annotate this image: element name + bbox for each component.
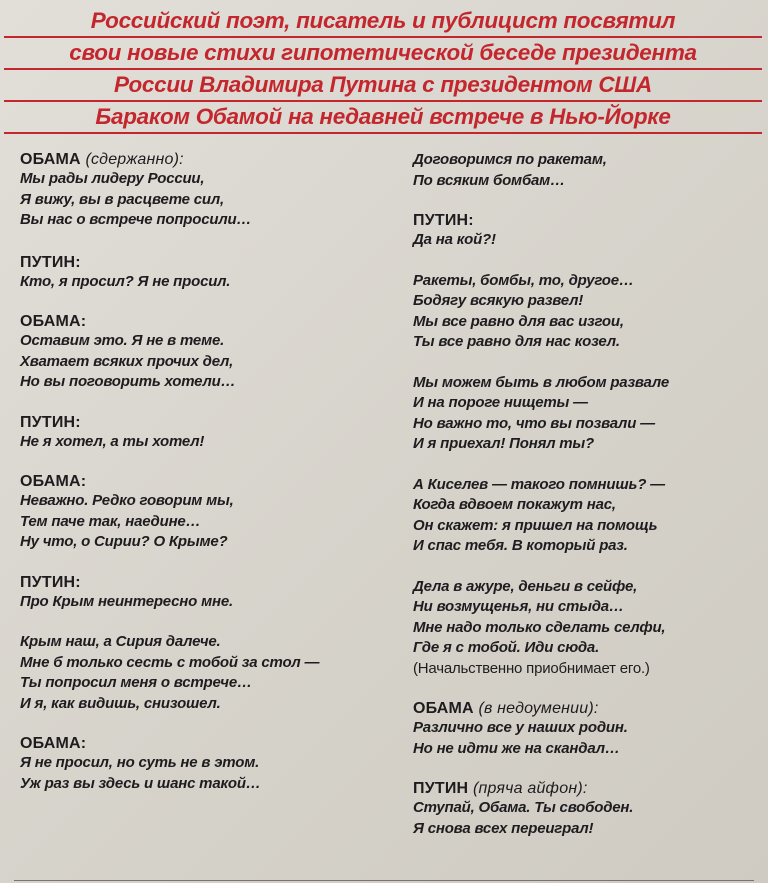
stage-note: (пряча айфон): (472, 780, 588, 797)
headline-line: свои новые стихи гипотетической беседе президента (4, 38, 762, 70)
verse-line: Где я с тобой. Иди сюда. (413, 639, 600, 656)
stanza-putin-6 (413, 271, 763, 353)
stage-note: (сдержанно): (85, 151, 184, 168)
verse-line: И я приехал! Понял ты? (413, 435, 595, 452)
verse-line: Ни возмущенья, ни стыда… (413, 598, 624, 615)
verse-line: Но важно то, что вы позвали — (413, 414, 655, 432)
verse-line: Кто, я просил? Я не просил. (20, 272, 231, 290)
verse-line: Ступай, Обама. Ты свободен. (413, 799, 634, 816)
verse-line: И на пороге нищеты — (413, 394, 588, 411)
speaker-obama: ОБАМА: (20, 473, 87, 490)
verse-line: Да на кой?! (413, 231, 496, 248)
verse-line: Оставим это. Я не в теме. (20, 332, 225, 349)
stanza-obama-6 (413, 699, 763, 759)
stanza-putin-8 (413, 475, 763, 557)
verse-line: Дела в ажуре, деньги в сейфе, (413, 577, 638, 595)
verse-line: Мы рады лидеру России, (20, 170, 205, 187)
headline-line: Бараком Обамой на недавней встрече в Нью-Йорке (4, 102, 762, 134)
headline (4, 6, 762, 134)
speaker-putin: ПУТИН: (20, 413, 81, 431)
verse-line: Про Крым неинтересно мне. (20, 592, 233, 610)
verse-line: Уж раз вы здесь и шанс такой… (20, 774, 261, 792)
verse-line: Я не просил, но суть не в этом. (20, 754, 260, 771)
headline-line: России Владимира Путина с президентом США (4, 70, 762, 102)
verse-line: Но не идти же на скандал… (413, 739, 620, 757)
bottom-divider (14, 880, 754, 881)
stanza-obama-4 (20, 734, 390, 794)
verse-line: Хватает всяких прочих дел, (20, 352, 234, 370)
verse-line: Мне б только сесть с тобой за стол — (20, 653, 320, 671)
speaker-obama: ОБАМА: (20, 313, 87, 330)
speaker-obama: ОБАМА (сдержанно): (20, 151, 184, 168)
verse-line: И спас тебя. В который раз. (413, 537, 628, 554)
verse-line: Тем паче так, наедине… (20, 512, 201, 530)
verse-line: Договоримся по ракетам, (413, 151, 607, 168)
speaker-putin: ПУТИН: (413, 212, 474, 229)
stanza-putin-4 (20, 632, 390, 714)
speaker-putin: ПУТИН: (20, 253, 81, 271)
verse-line: Когда вдвоем покажут нас, (413, 496, 616, 513)
speaker-putin: ПУТИН (пряча айфон): (413, 780, 588, 797)
verse-line: Ракеты, бомбы, то, другое… (413, 271, 634, 289)
verse-line: Я снова всех переиграл! (413, 819, 594, 837)
verse-line: Бодягу всякую развел! (413, 292, 584, 309)
verse-line: Ну что, о Сирии? О Крыме? (20, 533, 228, 550)
verse-line: Неважно. Редко говорим мы, (20, 492, 234, 509)
speaker-obama: ОБАМА (в недоумении): (413, 700, 599, 717)
verse-line: Не я хотел, а ты хотел! (20, 432, 205, 450)
verse-line: Мы можем быть в любом развале (413, 373, 669, 391)
stage-remark: (Начальственно приобнимает его.) (413, 659, 650, 677)
stanza-putin-3 (20, 573, 390, 613)
headline-line: Российский поэт, писатель и публицист посвятил (4, 6, 762, 38)
verse-line: А Киселев — такого помнишь? — (413, 475, 665, 493)
verse-line: И я, как видишь, снизошел. (20, 694, 221, 712)
verse-line: Я вижу, вы в расцвете сил, (20, 190, 224, 208)
verse-line: Ты все равно для нас козел. (413, 333, 620, 350)
verse-line: Вы нас о встрече попросили… (20, 211, 252, 228)
stanza-putin-1 (20, 253, 390, 293)
speaker-putin: ПУТИН: (20, 573, 81, 591)
stage-note: (в недоумении): (478, 700, 599, 717)
stanza-putin-10 (413, 779, 763, 839)
verse-line: Крым наш, а Сирия далече. (20, 633, 221, 650)
verse-line: Мы все равно для вас изгои, (413, 312, 624, 330)
stanza-obama-2 (20, 312, 390, 393)
verse-line: Различно все у наших родин. (413, 719, 628, 736)
poem-column-right (413, 150, 763, 859)
stanza-obama-5 (413, 150, 763, 191)
stanza-obama-1 (20, 150, 390, 231)
stanza-putin-9 (413, 577, 763, 680)
stanza-putin-5 (413, 211, 763, 251)
verse-line: Он скажет: я пришел на помощь (413, 516, 658, 534)
verse-line: Но вы поговорить хотели… (20, 373, 236, 390)
stanza-putin-2 (20, 413, 390, 453)
verse-line: По всяким бомбам… (413, 171, 565, 189)
speaker-obama: ОБАМА: (20, 735, 87, 752)
verse-line: Мне надо только сделать селфи, (413, 618, 666, 636)
stanza-obama-3 (20, 472, 390, 553)
verse-line: Ты попросил меня о встрече… (20, 674, 252, 691)
stanza-putin-7 (413, 373, 763, 455)
poem-column-left (20, 150, 390, 814)
